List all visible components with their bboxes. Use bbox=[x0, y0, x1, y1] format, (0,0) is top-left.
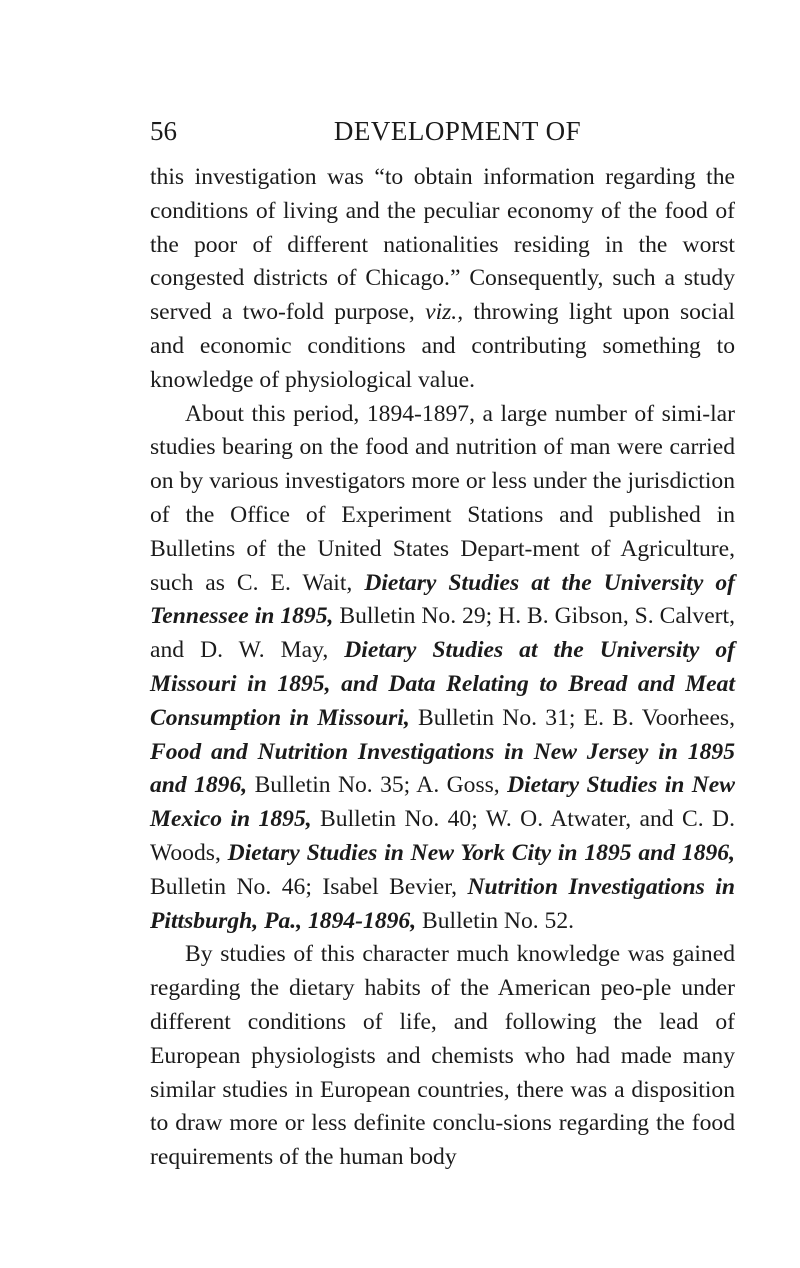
paragraph-1: this investigation was “to obtain information regarding the conditions of living and the peculiar economy of the food of the poor of different nationalities residing in the worst congested districts of Chicago.” Consequently, such a study served a two-fold purpose, viz., throwing light upon social and economic conditions and contributing something to knowledge of physiological value. bbox=[150, 164, 735, 393]
paragraph-2-text: Bulletin No. 29; H. B. Gibson, S. Calvert, and D. W. May, bbox=[150, 603, 735, 664]
paragraph-2-text: Bulletin No. 46; Isabel Bevier, bbox=[150, 873, 468, 900]
page-header bbox=[150, 111, 735, 151]
page-number: 56 bbox=[150, 116, 177, 146]
publication-title: Dietary Studies in New Mexico in 1895, bbox=[150, 772, 736, 833]
paragraph-2-text: Bulletin No. 40; W. O. Atwater, and C. D. Woods, bbox=[150, 806, 735, 866]
paragraph-2-text: About this period, 1894-1897, a large number of simi-lar studies bearing on the food and nutrition of man were carried on by various investigators more or less under the jurisdiction of the Office of Experiment Stations and published in Bulletins of the United States Depart-ment of Agriculture, such as C. E. Wait, bbox=[150, 400, 735, 596]
paragraph-2-text: Bulletin No. 52. bbox=[416, 907, 575, 934]
publication-title: Dietary Studies at the University of Tennessee in 1895, bbox=[150, 569, 735, 630]
publication-title: Dietary Studies in New York City in 1895 and 1896, bbox=[227, 839, 735, 866]
running-head: DEVELOPMENT OF bbox=[333, 116, 582, 146]
publication-title: Nutrition Investigations in Pittsburgh, Pa., 1894-1896, bbox=[150, 873, 735, 934]
paragraph-2 bbox=[150, 398, 735, 939]
publication-title: Food and Nutrition Investigations in New Jersey in 1895 and 1896, bbox=[150, 738, 735, 799]
paragraph-2-text: Bulletin No. 35; A. Goss, bbox=[247, 772, 508, 799]
body-text bbox=[150, 161, 735, 1175]
paragraph-3: By studies of this character much knowledge was gained regarding the dietary habits of the American peo-ple under different conditions of life, and following the lead of European physiologists and chemists who had made many similar studies in European countries, there was a disposition to draw more or less definite conclu-sions regarding the food requirements of the human body bbox=[150, 941, 735, 1171]
paragraph-2-text: Bulletin No. 31; E. B. Voorhees, bbox=[409, 704, 735, 731]
publication-title: Dietary Studies at the University of Missouri in 1895, and Data Relating to Bread and Meat Consumption in Missouri, bbox=[150, 637, 735, 731]
latin-abbreviation: viz., bbox=[425, 299, 464, 326]
